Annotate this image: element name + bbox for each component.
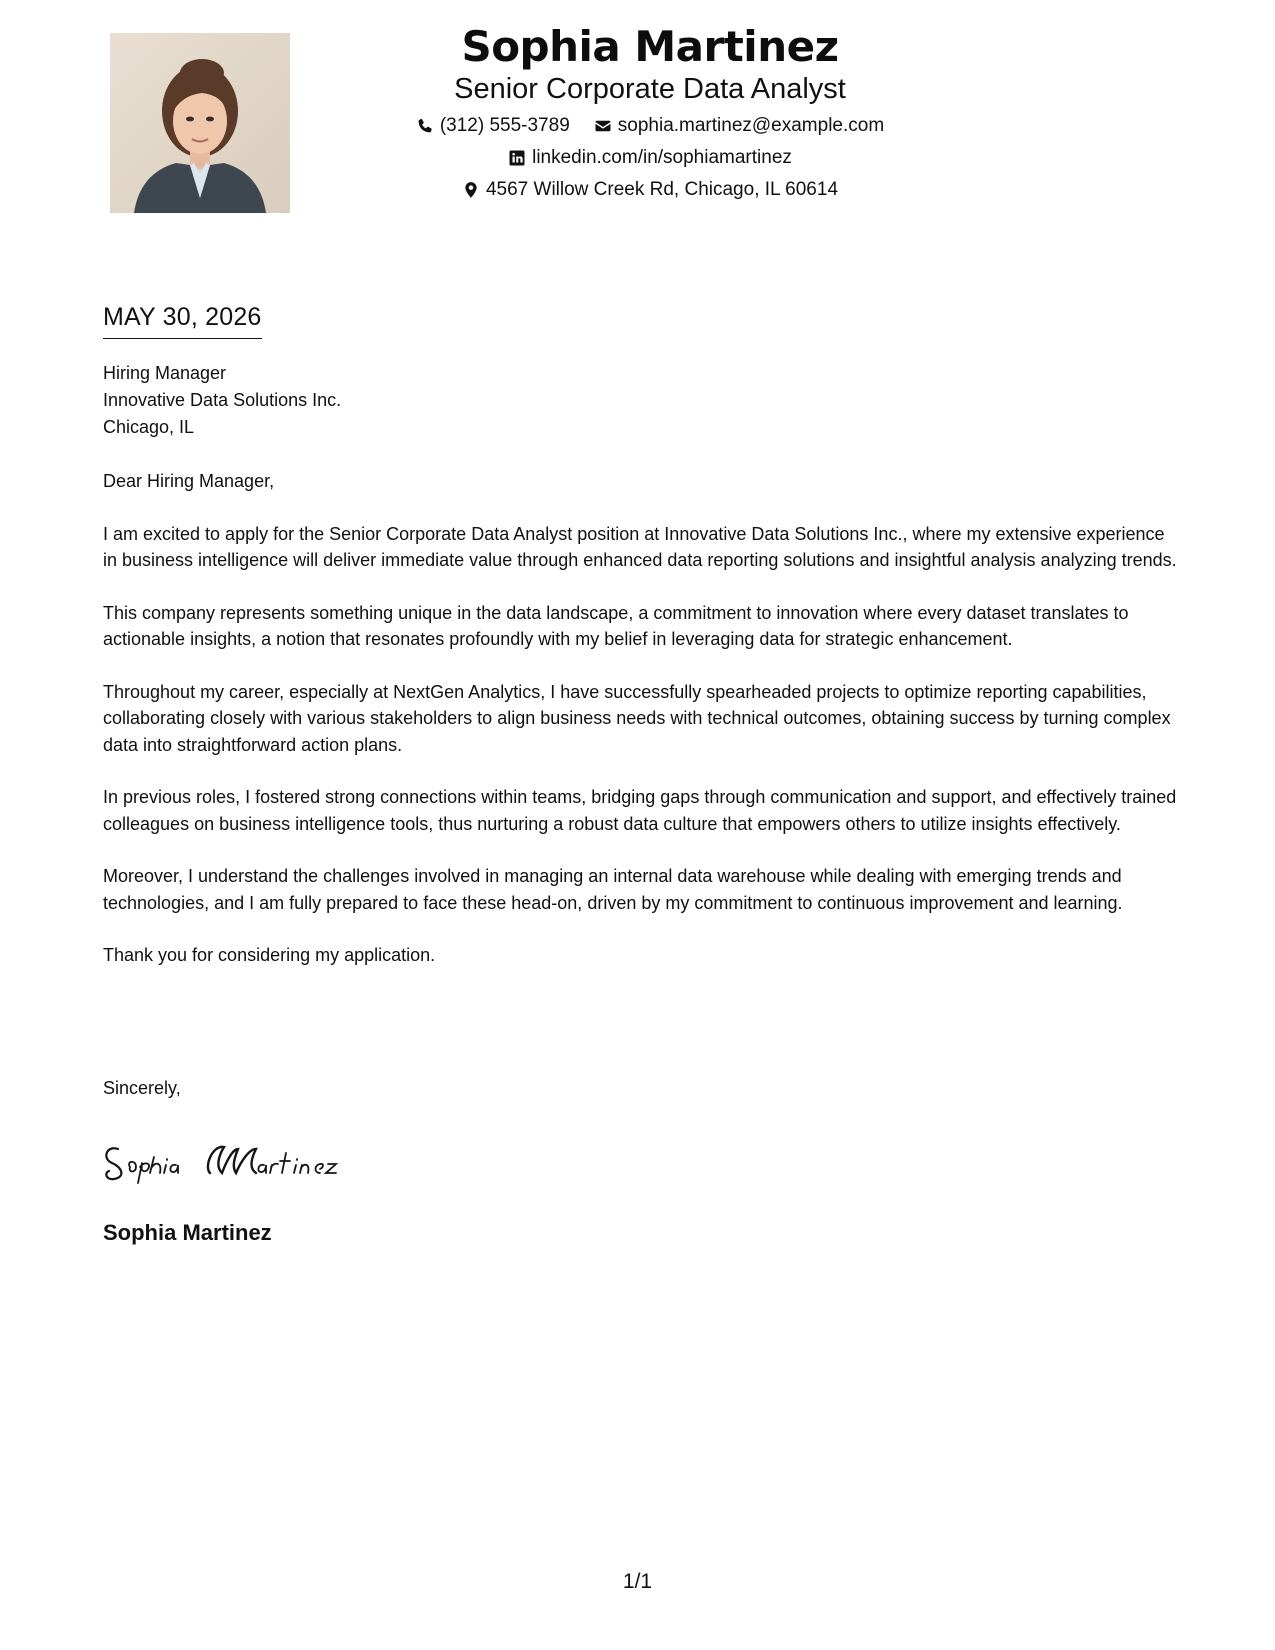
body-paragraph: I am excited to apply for the Senior Corporate Data Analyst position at Innovative Data Solutions Inc., where my extensive experience in business intelligence will deliver immediate value through enhanced data reporting solutions and insightful analysis analyzing trends. (103, 523, 1177, 570)
contact-row-linkedin (340, 146, 960, 170)
map-marker-icon (462, 181, 480, 199)
body-paragraph: This company represents something unique in the data landscape, a commitment to innovation where every dataset translates to actionable insights, a notion that resonates profoundly with my belief in leveraging data for strategic enhancement. (103, 602, 1129, 649)
letter-date: MAY 30, 2026 (103, 300, 262, 339)
recipient-line: Innovative Data Solutions Inc. (103, 390, 342, 410)
thanks-line: Thank you for considering my application. (103, 945, 436, 965)
page-number: 1/1 (622, 1570, 653, 1593)
body-paragraph: In previous roles, I fostered strong connections within teams, bridging gaps through communication and support, and effectively trained colleagues on business intelligence tools, thus nurturing a robust data culture that empowers others to utilize insights effectively. (103, 787, 1177, 834)
body-paragraph: Moreover, I understand the challenges involved in managing an internal data warehouse while dealing with emerging trends and technologies, and I am fully prepared to face these head-on, driven by my commitment to continuous improvement and learning. (103, 866, 1123, 913)
handwritten-signature (100, 1127, 370, 1187)
contact-row-phone-email (340, 114, 960, 138)
contact-row-address (340, 178, 960, 202)
profile-photo (110, 33, 290, 213)
email-address[interactable]: sophia.martinez@example.com (617, 115, 885, 136)
date-block (103, 300, 262, 339)
letter-body (103, 468, 1183, 995)
envelope-icon (594, 117, 612, 135)
street-address: 4567 Willow Creek Rd, Chicago, IL 60614 (485, 179, 839, 200)
linkedin-url[interactable]: linkedin.com/in/sophiamartinez (532, 147, 792, 168)
applicant-name: Sophia Martinez (461, 22, 839, 71)
recipient-line: Chicago, IL (103, 417, 195, 437)
recipient-line: Hiring Manager (103, 363, 227, 383)
phone-icon (416, 117, 434, 135)
linkedin-icon (508, 149, 526, 167)
letter-header (340, 20, 960, 202)
signed-name: Sophia Martinez (103, 1220, 272, 1245)
body-paragraph: Throughout my career, especially at NextGen Analytics, I have successfully spearheaded projects to optimize reporting capabilities, collaborating closely with various stakeholders to align business needs with technical outcomes, obtaining success by turning complex data into straightforward action plans. (103, 681, 1171, 755)
recipient-block (103, 360, 341, 441)
applicant-title: Senior Corporate Data Analyst (454, 73, 846, 105)
salutation: Dear Hiring Manager, (103, 471, 275, 491)
phone-number[interactable]: (312) 555-3789 (439, 115, 570, 136)
closing: Sincerely, (103, 1078, 181, 1098)
